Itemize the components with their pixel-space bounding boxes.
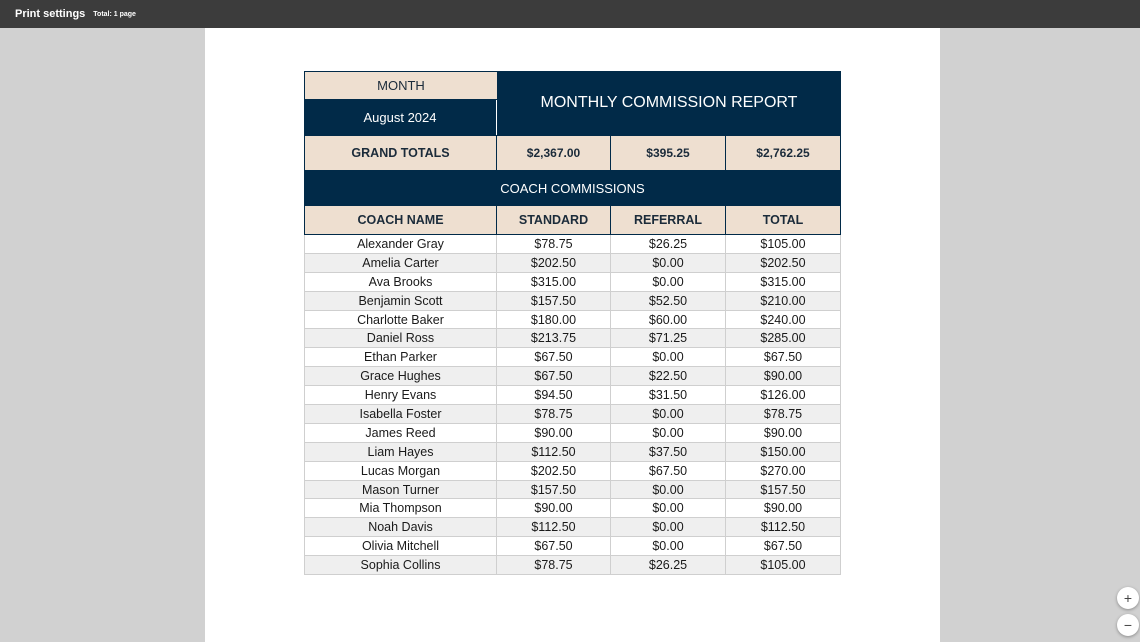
table-row — [304, 311, 841, 330]
coach-name-cell: Henry Evans — [304, 386, 497, 405]
coach-name-cell: Ethan Parker — [304, 348, 497, 367]
standard-cell: $78.75 — [497, 556, 611, 575]
table-row — [304, 518, 841, 537]
section-title: COACH COMMISSIONS — [304, 171, 841, 205]
standard-cell: $112.50 — [497, 518, 611, 537]
coach-name-cell: Liam Hayes — [304, 443, 497, 462]
table-row — [304, 273, 841, 292]
total-cell: $270.00 — [726, 462, 841, 481]
total-cell: $105.00 — [726, 235, 841, 254]
referral-cell: $0.00 — [611, 481, 726, 500]
coach-name-cell: James Reed — [304, 424, 497, 443]
coach-name-cell: Noah Davis — [304, 518, 497, 537]
standard-cell: $157.50 — [497, 481, 611, 500]
table-row — [304, 292, 841, 311]
coach-name-cell: Benjamin Scott — [304, 292, 497, 311]
coach-name-cell: Grace Hughes — [304, 367, 497, 386]
standard-cell: $90.00 — [497, 499, 611, 518]
referral-cell: $0.00 — [611, 499, 726, 518]
table-row — [304, 481, 841, 500]
coach-name-cell: Ava Brooks — [304, 273, 497, 292]
standard-cell: $67.50 — [497, 537, 611, 556]
total-cell: $285.00 — [726, 329, 841, 348]
total-cell: $105.00 — [726, 556, 841, 575]
commission-rows — [304, 235, 841, 575]
standard-cell: $90.00 — [497, 424, 611, 443]
referral-cell: $31.50 — [611, 386, 726, 405]
total-cell: $90.00 — [726, 499, 841, 518]
referral-cell: $0.00 — [611, 518, 726, 537]
coach-name-cell: Alexander Gray — [304, 235, 497, 254]
table-row — [304, 462, 841, 481]
total-cell: $90.00 — [726, 367, 841, 386]
grand-totals-label: GRAND TOTALS — [304, 135, 497, 171]
referral-cell: $0.00 — [611, 348, 726, 367]
total-cell: $67.50 — [726, 537, 841, 556]
referral-cell: $26.25 — [611, 556, 726, 575]
table-row — [304, 499, 841, 518]
coach-name-cell: Mason Turner — [304, 481, 497, 500]
table-row — [304, 329, 841, 348]
total-cell: $210.00 — [726, 292, 841, 311]
print-settings-bar — [0, 0, 1140, 28]
standard-cell: $157.50 — [497, 292, 611, 311]
table-row — [304, 348, 841, 367]
total-cell: $240.00 — [726, 311, 841, 330]
column-header-total: TOTAL — [726, 205, 841, 235]
standard-cell: $78.75 — [497, 405, 611, 424]
referral-cell: $0.00 — [611, 273, 726, 292]
total-cell: $150.00 — [726, 443, 841, 462]
month-value: August 2024 — [304, 100, 497, 135]
column-header-coach-name: COACH NAME — [304, 205, 497, 235]
page-count: Total: 1 page — [93, 10, 136, 18]
grand-totals-row — [304, 135, 841, 171]
referral-cell: $26.25 — [611, 235, 726, 254]
standard-cell: $213.75 — [497, 329, 611, 348]
grand-total-referral: $395.25 — [611, 135, 726, 171]
coach-name-cell: Amelia Carter — [304, 254, 497, 273]
referral-cell: $0.00 — [611, 537, 726, 556]
total-cell: $126.00 — [726, 386, 841, 405]
standard-cell: $315.00 — [497, 273, 611, 292]
standard-cell: $67.50 — [497, 367, 611, 386]
referral-cell: $52.50 — [611, 292, 726, 311]
standard-cell: $202.50 — [497, 462, 611, 481]
coach-name-cell: Lucas Morgan — [304, 462, 497, 481]
coach-name-cell: Sophia Collins — [304, 556, 497, 575]
total-cell: $202.50 — [726, 254, 841, 273]
total-cell: $78.75 — [726, 405, 841, 424]
coach-name-cell: Olivia Mitchell — [304, 537, 497, 556]
referral-cell: $60.00 — [611, 311, 726, 330]
total-cell: $67.50 — [726, 348, 841, 367]
column-headers — [304, 205, 841, 235]
referral-cell: $0.00 — [611, 254, 726, 273]
standard-cell: $94.50 — [497, 386, 611, 405]
zoom-in-button[interactable] — [1117, 587, 1139, 609]
table-row — [304, 424, 841, 443]
referral-cell: $0.00 — [611, 405, 726, 424]
standard-cell: $112.50 — [497, 443, 611, 462]
standard-cell: $180.00 — [497, 311, 611, 330]
table-row — [304, 556, 841, 575]
commission-report — [304, 71, 841, 575]
report-header — [304, 71, 841, 135]
referral-cell: $0.00 — [611, 424, 726, 443]
column-header-referral: REFERRAL — [611, 205, 726, 235]
referral-cell: $67.50 — [611, 462, 726, 481]
table-row — [304, 235, 841, 254]
standard-cell: $78.75 — [497, 235, 611, 254]
column-header-standard: STANDARD — [497, 205, 611, 235]
total-cell: $157.50 — [726, 481, 841, 500]
section-header — [304, 171, 841, 205]
referral-cell: $71.25 — [611, 329, 726, 348]
print-settings-title: Print settings — [15, 8, 86, 20]
coach-name-cell: Mia Thompson — [304, 499, 497, 518]
table-row — [304, 443, 841, 462]
coach-name-cell: Isabella Foster — [304, 405, 497, 424]
table-row — [304, 254, 841, 273]
total-cell: $90.00 — [726, 424, 841, 443]
table-row — [304, 537, 841, 556]
table-row — [304, 386, 841, 405]
month-label: MONTH — [304, 71, 497, 100]
report-title: MONTHLY COMMISSION REPORT — [497, 71, 841, 135]
standard-cell: $202.50 — [497, 254, 611, 273]
table-row — [304, 367, 841, 386]
standard-cell: $67.50 — [497, 348, 611, 367]
zoom-out-button[interactable] — [1117, 614, 1139, 636]
plus-icon: + — [1123, 590, 1133, 606]
table-row — [304, 405, 841, 424]
grand-total-total: $2,762.25 — [726, 135, 841, 171]
total-cell: $315.00 — [726, 273, 841, 292]
referral-cell: $22.50 — [611, 367, 726, 386]
grand-total-standard: $2,367.00 — [497, 135, 611, 171]
coach-name-cell: Daniel Ross — [304, 329, 497, 348]
coach-name-cell: Charlotte Baker — [304, 311, 497, 330]
total-cell: $112.50 — [726, 518, 841, 537]
referral-cell: $37.50 — [611, 443, 726, 462]
minus-icon: − — [1123, 617, 1133, 633]
